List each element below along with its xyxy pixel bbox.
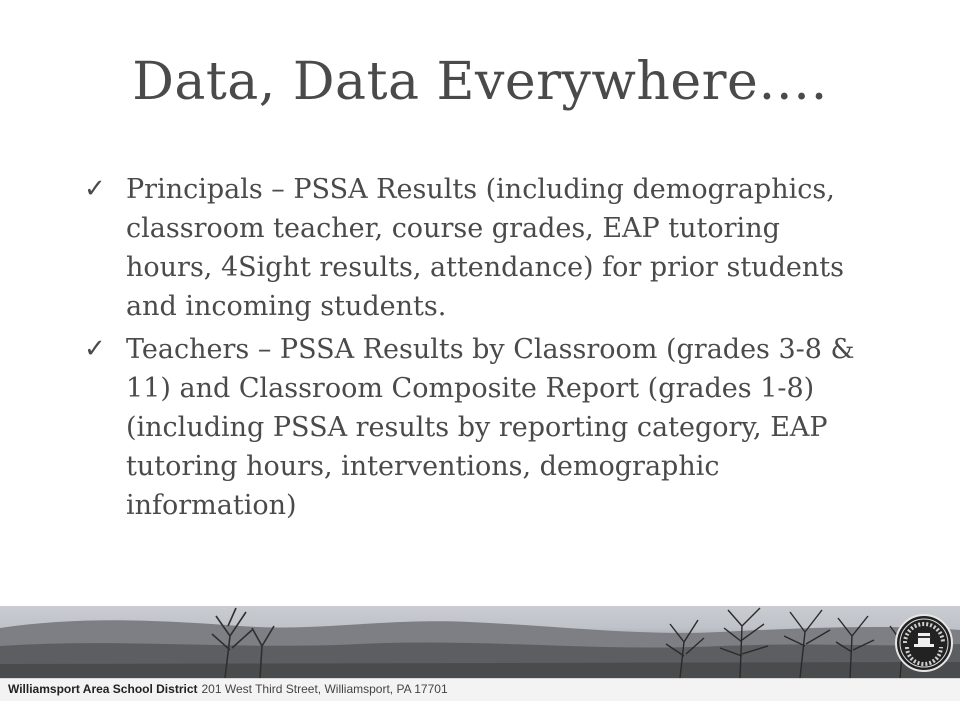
footer-text [8, 682, 448, 696]
bullet-list [84, 170, 864, 529]
footer-landscape-image [0, 606, 960, 678]
footer-bar [0, 678, 960, 701]
checkmark-icon: ✓ [84, 174, 106, 204]
district-name: Williamsport Area School District [8, 682, 198, 696]
district-address: 201 West Third Street, Williamsport, PA 17701 [201, 682, 448, 696]
bullet-text: Principals – PSSA Results (including demographics, classroom teacher, course grades, EAP tutoring hours, 4Sight results, attendance) for prior students and incoming students. [126, 174, 844, 322]
district-logo [895, 614, 953, 672]
checkmark-icon: ✓ [84, 334, 106, 364]
slide-title: Data, Data Everywhere…. [132, 52, 828, 112]
bullet-item-principals [84, 170, 864, 326]
bullet-text: Teachers – PSSA Results by Classroom (grades 3-8 & 11) and Classroom Composite Report (grades 1-8)(including PSSA results by reporting category, EAP tutoring hours, interventions, demographic information) [126, 334, 855, 521]
bullet-item-teachers [84, 330, 864, 525]
